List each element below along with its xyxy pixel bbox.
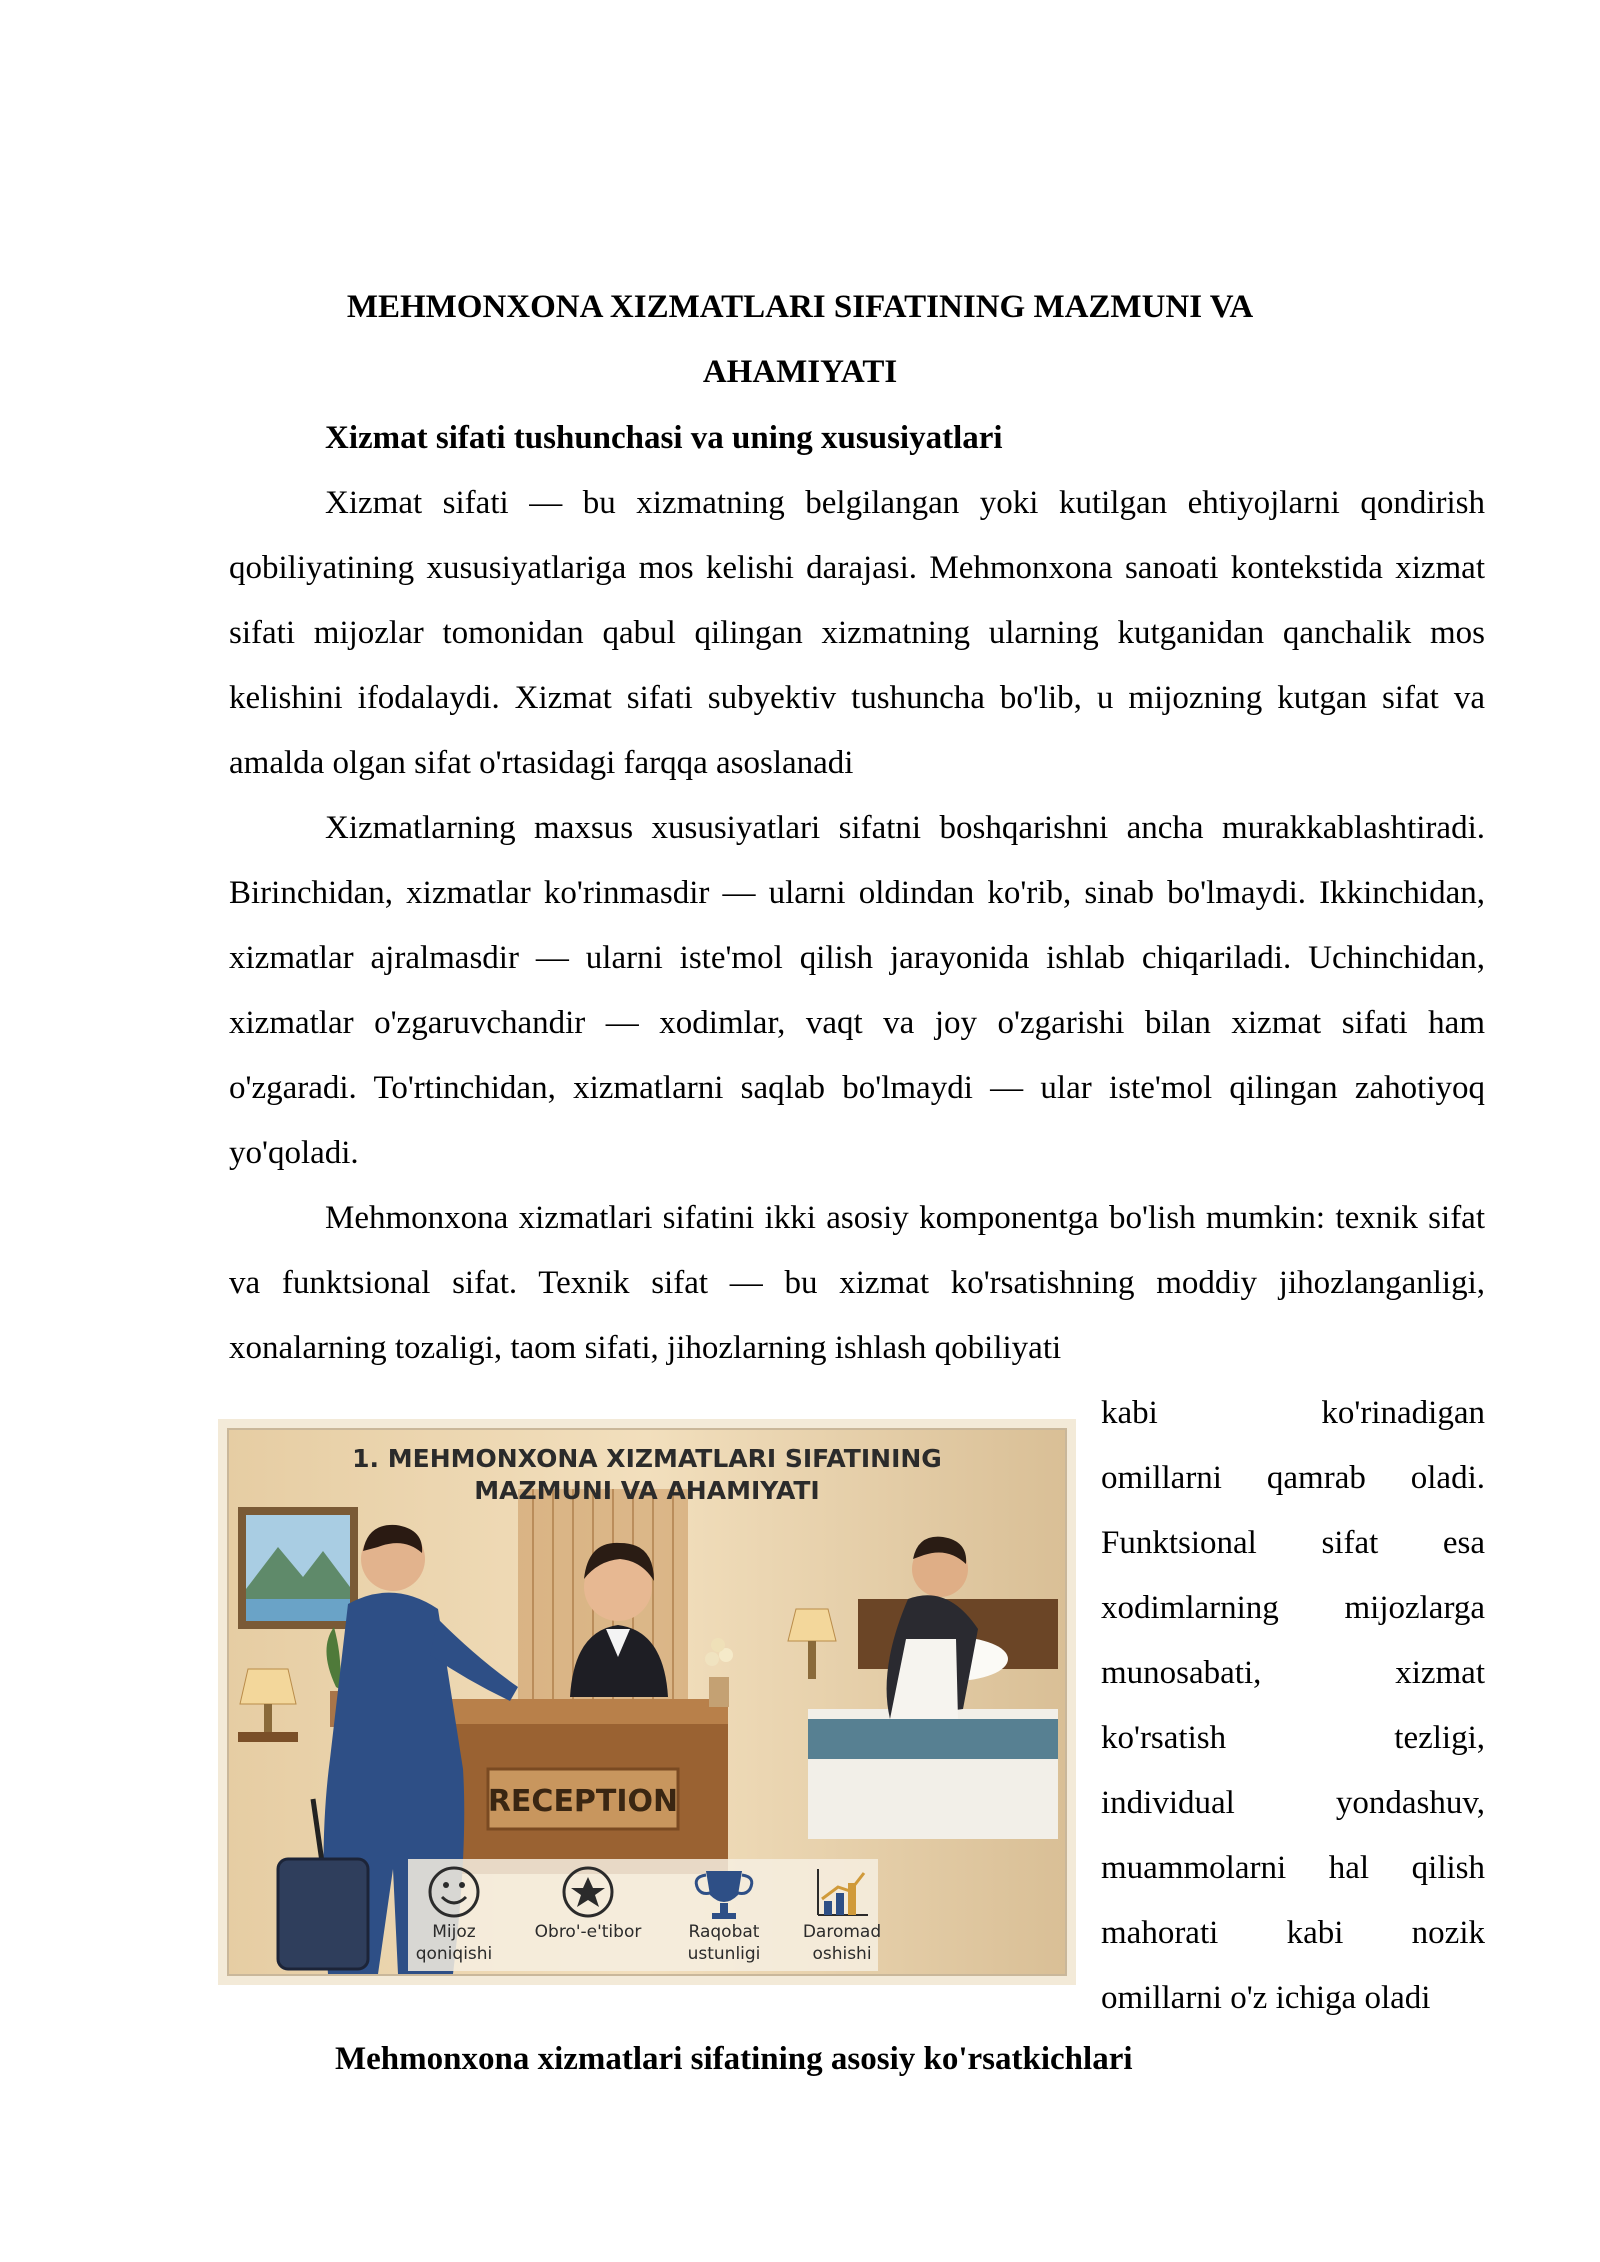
figure-title-line-1: 1. MEHMONXONA XIZMATLARI SIFATINING — [352, 1444, 942, 1473]
paragraph-text: Xizmat sifati — bu xizmatning belgilangan yoki kutilgan ehtiyojlarni qondirish qobiliyatining xususiyatlariga mos kelishi darajasi. Mehmonxona sanoati kontekstida xizmat sifati mijozlar tomonidan qabul qilingan xizmatning ularning kutganidan qanchalik mos kelishini ifodalaydi. Xizmat sifati subyektiv tushuncha bo'lib, u mijozning kutgan sifat va amalda olgan sifat o'rtasidagi farqqa asoslanadi — [229, 485, 1485, 781]
wrapped-line: ko'rsatish tezligi, — [1101, 1720, 1485, 1756]
wrapped-line: muammolarni hal qilish — [1101, 1850, 1485, 1886]
wrapped-paragraph-continuation — [1101, 1381, 1485, 2031]
paragraph-2 — [229, 796, 1485, 1186]
icon-label-2: Obro'-e'tibor — [534, 1922, 642, 1942]
section-heading: Xizmat sifati tushunchasi va uning xususiyatlari — [325, 420, 1003, 456]
wrapped-line: mahorati kabi nozik — [1101, 1915, 1485, 1951]
wrapped-line: omillarni qamrab oladi. — [1101, 1460, 1485, 1496]
title-line-1: MEHMONXONA XIZMATLARI SIFATINING MAZMUNI VA — [346, 289, 1254, 325]
wrapped-line: xodimlarning mijozlarga — [1101, 1590, 1485, 1626]
illustration-svg — [218, 1419, 1076, 1985]
paragraph-text: Mehmonxona xizmatlari sifatini ikki asosiy komponentga bo'lish mumkin: texnik sifat va funktsional sifat. Texnik sifat — bu xizmat ko'rsatishning moddiy jihozlanganligi, xonalarning tozaligi, taom sifati, jihozlarning ishlash qobiliyati — [229, 1200, 1485, 1366]
icon-label-1: Mijoz — [432, 1922, 476, 1942]
paragraph-3 — [229, 1186, 1485, 1381]
wrapped-line: Funktsional sifat esa — [1101, 1525, 1485, 1561]
wrapped-line: kabi ko'rinadigan — [1101, 1395, 1485, 1431]
figure-caption: Mehmonxona xizmatlari sifatining asosiy ko'rsatkichlari — [335, 2041, 1133, 2077]
title-line-2: AHAMIYATI — [702, 354, 898, 390]
icon-label-1b: qoniqishi — [415, 1944, 493, 1964]
landscape-painting — [238, 1507, 358, 1629]
wrapped-line: omillarni o'z ichiga oladi — [1101, 1980, 1431, 2016]
document-title — [230, 275, 1370, 405]
reception-sign: RECEPTION — [487, 1784, 679, 1819]
wrapped-line: individual yondashuv, — [1101, 1785, 1485, 1821]
icon-label-3b: ustunligi — [687, 1944, 761, 1964]
paragraph-text: Xizmatlarning maxsus xususiyatlari sifatni boshqarishni ancha murakkablashtiradi. Birinchidan, xizmatlar ko'rinmasdir — ularni oldindan ko'rib, sinab bo'lmaydi. Ikkinchidan, xizmatlar ajralmasdir — ularni iste'mol qilish jarayonida ishlab chiqariladi. Uchinchidan, xizmatlar o'zgaruvchandir — xodimlar, vaqt va joy o'zgarishi bilan xizmat sifati ham o'zgaradi. To'rtinchidan, xizmatlarni saqlab bo'lmaydi — ular iste'mol qilingan zahotiyoq yo'qoladi. — [229, 810, 1485, 1171]
paragraph-1 — [229, 471, 1485, 796]
wrapped-line: munosabati, xizmat — [1101, 1655, 1485, 1691]
icon-label-4b: oshishi — [812, 1944, 872, 1964]
icon-label-4: Daromad — [802, 1922, 882, 1942]
icon-label-3: Raqobat — [688, 1922, 760, 1942]
figure-title-line-2: MAZMUNI VA AHAMIYATI — [474, 1476, 820, 1505]
reception-desk — [428, 1699, 728, 1874]
hotel-illustration — [218, 1419, 1076, 1985]
